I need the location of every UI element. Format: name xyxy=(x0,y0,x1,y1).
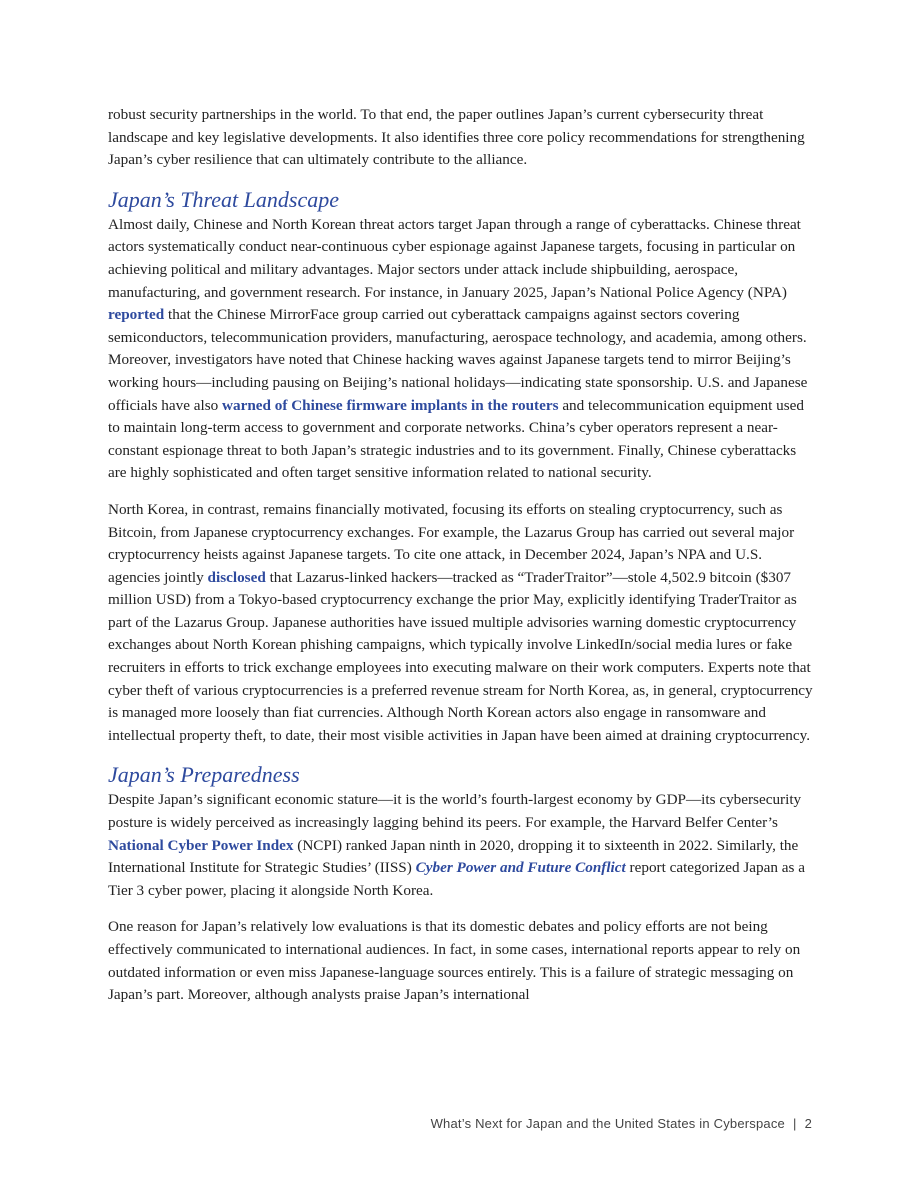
threat-paragraph-2: North Korea, in contrast, remains financially motivated, focusing its efforts on stealing cryptocurrency, such as Bitcoin, from Japanese cryptocurrency exchanges. For example, the Lazarus Group has carried out several major cryptocurrency heists against Japanese targets. To cite one attack, in December 2024, Japan’s NPA and U.S. agencies jointly disclosed that Lazarus-linked hackers—tracked as “TraderTraitor”—stole 4,502.9 bitcoin ($307 million USD) from a Tokyo-based cryptocurrency exchange the prior May, explicitly identifying TraderTraitor as part of the Lazarus Group. Japanese authorities have issued multiple advisories warning domestic cryptocurrency exchanges about North Korean phishing campaigns, which typically involve LinkedIn/social media lures or fake recruiters in efforts to trick exchange employees into executing malware on their work computers. Experts note that cyber theft of various cryptocurrencies is a preferred revenue stream for North Korea, as, in general, cryptocurrency is managed more loosely than fiat currencies. Although North Korean actors also engage in ransomware and intellectual property theft, to date, their most visible activities in Japan have been aimed at draining cryptocurrency. xyxy=(108,500,813,744)
preparedness-paragraph-2: One reason for Japan’s relatively low evaluations is that its domestic debates and policy efforts are not being effectively communicated to international audiences. In fact, in some cases, international reports appear to rely on outdated information or even miss Japanese-language sources entirely. This is a failure of strategic messaging on Japan’s part. Moreover, although analysts praise Japan’s international xyxy=(108,918,801,1004)
footer-title: What’s Next for Japan and the United States in Cyberspace xyxy=(430,1116,785,1131)
document-body xyxy=(108,104,816,1021)
page-number: 2 xyxy=(804,1116,812,1131)
section-heading-threat-landscape: Japan’s Threat Landscape xyxy=(108,186,339,212)
threat-paragraph-1: Almost daily, Chinese and North Korean threat actors target Japan through a range of cyberattacks. Chinese threat actors systematically conduct near-continuous cyber espionage against Japanese targets, focusing in particular on achieving political and military advantages. Major sectors under attack include shipbuilding, aerospace, manufacturing, and government research. For instance, in January 2025, Japan’s National Police Agency (NPA) reported that the Chinese MirrorFace group carried out cyberattack campaigns against sectors covering semiconductors, telecommunication providers, manufacturing, aerospace technology, and academia, among others. Moreover, investigators have noted that Chinese hacking waves against Japanese targets tend to mirror Beijing’s working hours—including pausing on Beijing’s national holidays—indicating state sponsorship. U.S. and Japanese officials have also warned of Chinese firmware implants in the routers and telecommunication equipment used to maintain long-term access to government and corporate networks. China’s cyber operators represent a near-constant espionage threat to both Japan’s strategic industries and to its government. Finally, Chinese cyberattacks are highly sophisticated and often target sensitive information related to national security. xyxy=(108,215,808,482)
link-disclosed[interactable]: disclosed xyxy=(207,568,266,586)
link-firmware-implants[interactable]: warned of Chinese firmware implants in the routers xyxy=(222,396,559,414)
link-national-cyber-power-index[interactable]: National Cyber Power Index xyxy=(108,836,294,854)
preparedness-paragraph-1: Despite Japan’s significant economic stature—it is the world’s fourth-largest economy by GDP—its cybersecurity posture is widely perceived as increasingly lagging behind its peers. For example, the Harvard Belfer Center’s National Cyber Power Index (NCPI) ranked Japan ninth in 2020, dropping it to sixteenth in 2022. Similarly, the International Institute for Strategic Studies’ (IISS) Cyber Power and Future Conflict report categorized Japan as a Tier 3 cyber power, placing it alongside North Korea. xyxy=(108,791,805,899)
footer-separator: | xyxy=(792,1116,797,1131)
section-heading-preparedness: Japan’s Preparedness xyxy=(108,762,300,788)
page-footer xyxy=(431,1116,812,1131)
link-reported[interactable]: reported xyxy=(108,306,165,324)
link-cyber-power-future-conflict[interactable]: Cyber Power and Future Conflict xyxy=(415,859,626,877)
intro-paragraph: robust security partnerships in the world. To that end, the paper outlines Japan’s current cybersecurity threat landscape and key legislative developments. It also identifies three core policy recommendations for strengthening Japan’s cyber resilience that can ultimately contribute to the alliance. xyxy=(108,106,805,169)
